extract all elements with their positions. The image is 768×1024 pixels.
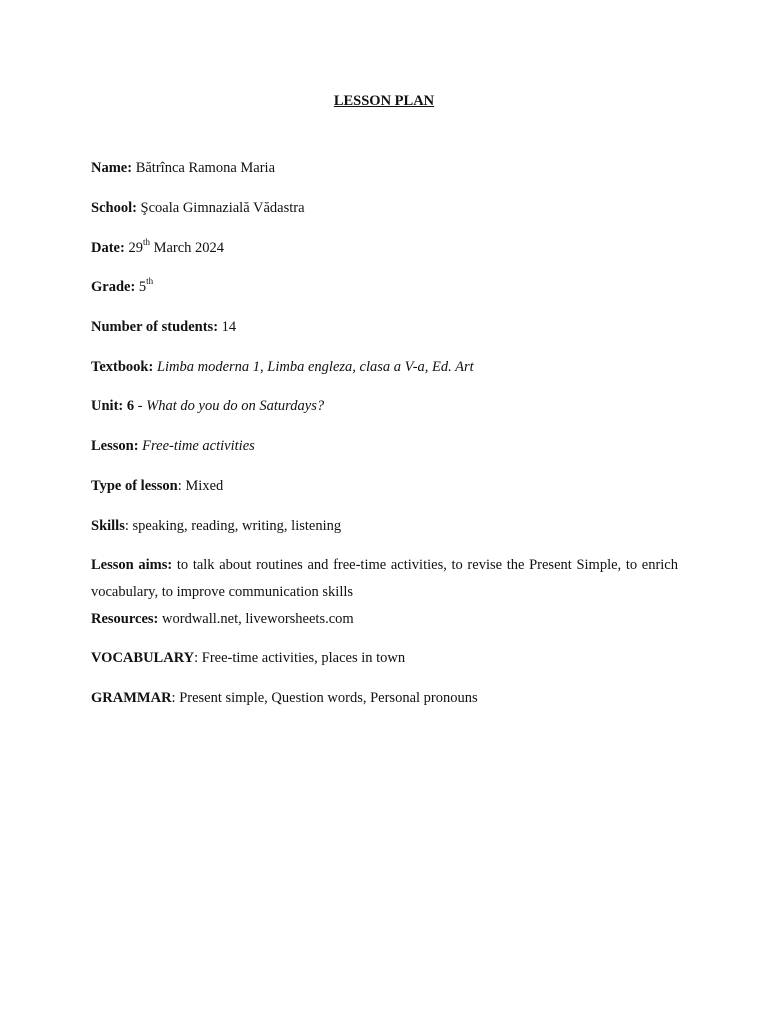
field-students-value: 14	[221, 319, 237, 335]
field-students	[91, 314, 678, 341]
field-aims-label: Lesson aims:	[91, 557, 173, 573]
field-name	[91, 155, 678, 182]
field-lesson-value: Free-time activities	[142, 438, 255, 454]
field-grade-suffix: th	[146, 276, 154, 287]
field-students-label: Number of students:	[91, 319, 219, 335]
field-date-label: Date:	[91, 240, 125, 256]
field-grammar-value: : Present simple, Question words, Personal pronouns	[171, 690, 478, 706]
field-type-label: Type of lesson	[91, 478, 178, 494]
field-school-value: Şcoala Gimnazială Vădastra	[140, 200, 305, 216]
field-lesson-label: Lesson:	[91, 438, 139, 454]
field-resources-value: wordwall.net, liveworsheets.com	[162, 611, 354, 627]
field-unit-separator: -	[134, 398, 147, 414]
field-unit	[91, 393, 678, 420]
field-date-suffix: th	[142, 237, 150, 248]
field-name-value: Bătrînca Ramona Maria	[135, 160, 276, 176]
field-resources-label: Resources:	[91, 611, 159, 627]
field-date-rest: March 2024	[149, 240, 225, 256]
field-type	[91, 473, 678, 500]
field-resources	[91, 606, 678, 633]
field-unit-value: What do you do on Saturdays?	[146, 398, 325, 414]
field-type-value: : Mixed	[177, 478, 224, 494]
field-textbook	[91, 354, 678, 381]
field-date-day: 29	[128, 240, 143, 256]
field-skills	[91, 513, 678, 540]
field-skills-value: : speaking, reading, writing, listening	[124, 518, 342, 534]
field-grammar-label: GRAMMAR	[91, 690, 172, 706]
field-aims-value: to talk about routines and free-time activities, to revise the Present Simple, to enrich vocabulary, to improve communication skills	[91, 557, 678, 600]
field-grade	[91, 274, 678, 301]
field-date	[91, 235, 678, 262]
field-school-label: School:	[91, 200, 137, 216]
field-aims	[91, 552, 678, 606]
field-skills-label: Skills	[91, 518, 125, 534]
document-title: LESSON PLAN	[333, 93, 435, 109]
field-textbook-label: Textbook:	[91, 359, 154, 375]
field-textbook-value: Limba moderna 1, Limba engleza, clasa a V-a, Ed. Art	[156, 359, 474, 375]
field-grammar	[91, 685, 678, 712]
field-vocabulary	[91, 645, 678, 672]
field-school	[91, 195, 678, 222]
field-lesson	[91, 433, 678, 460]
field-name-label: Name:	[91, 160, 133, 176]
field-vocabulary-label: VOCABULARY	[91, 650, 195, 666]
field-grade-value: 5	[138, 279, 147, 295]
field-grade-label: Grade:	[91, 279, 136, 295]
field-vocabulary-value: : Free-time activities, places in town	[194, 650, 406, 666]
field-unit-label: Unit: 6	[91, 398, 135, 414]
